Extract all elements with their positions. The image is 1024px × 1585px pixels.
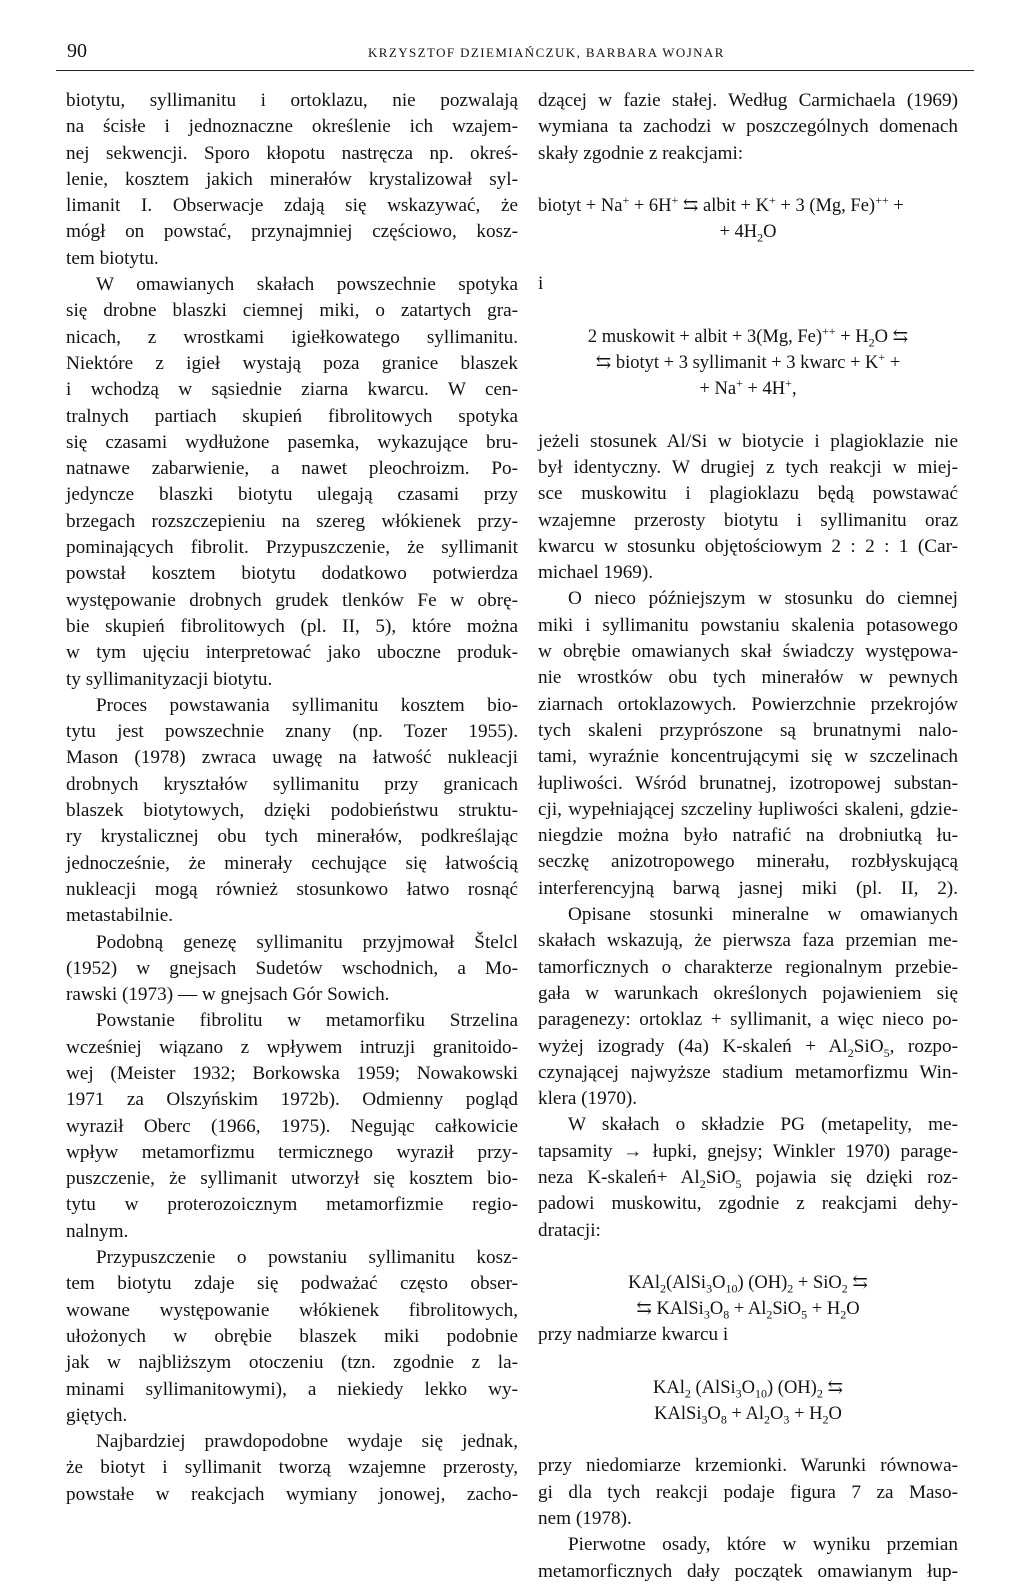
text-line: rawski (1973) — w gnejsach Gór Sowich. [66,984,390,1006]
text-line: 1971 za Olszyńskim 1972b). Odmienny pogląd [66,1089,518,1111]
text-line: ułożonych w obrębie blaszek miki podobnie [66,1325,518,1347]
text-line: tamorficznych o charakterze regionalnym przebie- [538,956,958,978]
text-line: ziarnach ortoklazowych. Powierzchnie przekrojów [538,693,958,715]
page-number: 90 [67,40,87,62]
text-line: pominających fibrolit. Przypuszczenie, że syllimanit [66,537,518,559]
text-line: Mason (1978) zwraca uwagę na łatwość nukleacji [66,747,518,769]
text-line: metamorficznych dały początek omawianym łup- [538,1560,958,1582]
text-line: lenie, kosztem jakich minerałów krystalizował syl- [66,168,518,190]
text-line: tem biotytu. [66,247,159,269]
text-line: nej sekwencji. Sporo kłopotu nastręcza np. okreś- [66,142,518,164]
text-line: blaszek biotytowych, dzięki podobieństwu struktu- [66,800,518,822]
text-line: tapsamity → łupki, gnejsy; Winkler 1970) parage- [538,1140,958,1162]
text-line: na ścisłe i jednoznaczne określenie ich wzajem- [66,116,518,138]
text-line: Pierwotne osady, które w wyniku przemian [568,1534,958,1556]
text-line: powstałe w reakcjach wymiany jonowej, zacho- [66,1483,518,1505]
text-line: tytu w proterozoicznym metamorfizmie regio- [66,1194,518,1216]
line-spacer [538,298,958,324]
text-line: Podobną genezę syllimanitu przyjmował Štelcl [96,931,518,953]
text-line: wymiana ta zachodzi w poszczególnych domenach [538,116,958,138]
text-line: wcześniej wiązano z wpływem intruzji granitoido- [66,1036,518,1058]
line-spacer [538,245,958,271]
text-line: wowane występowanie włókienek fibrolitowych, [66,1299,518,1321]
text-line: metastabilnie. [66,905,174,927]
text-line: się czasami wydłużone pasemka, wykazujące bru- [66,431,518,453]
text-line: wzajemne przerosty biotytu i syllimanitu oraz [538,509,958,531]
text-line: powstał kosztem biotytu dodatkowo potwierdza [66,563,518,585]
text-line: niegdzie można było natrafić na drobniutką łu- [538,825,958,847]
text-line: O nieco późniejszym w stosunku do ciemnej [568,588,958,610]
text-line: i [538,273,544,295]
text-line: miki i syllimanitu powstaniu skalenia potasowego [538,614,958,636]
text-line: biotytu, syllimanitu i ortoklazu, nie pozwalają [66,90,518,111]
line-spacer [538,1349,958,1375]
text-line: Najbardziej prawdopodobne wydaje się jednak, [96,1431,518,1453]
text-line: brzegach rozszczepieniu na szereg włókienek przy- [66,510,518,532]
text-line: i wchodzą w sąsiednie ziarna kwarcu. W cen- [66,379,518,401]
text-line: bie skupień fibrolitowych (pl. II, 5), które można [66,615,518,637]
text-line: ty syllimanityzacji biotytu. [66,668,273,690]
text-line: nie wrostków obu tych minerałów w pewnych [538,667,958,689]
text-line: że biotyt i syllimanit tworzą wzajemne przerosty, [66,1457,518,1479]
page-header [56,40,974,71]
text-line: interferencyjną barwą jasnej miki (pl. II, 2). [538,877,958,899]
text-line: kwarcu w stosunku objętościowym 2 : 2 : 1 (Car- [538,535,958,557]
text-line: jak w najbliższym otoczeniu (tzn. zgodnie z la- [66,1352,518,1374]
text-line: przy nadmiarze kwarcu i [538,1324,729,1346]
right-column [538,88,958,1585]
text-line: nem (1978). [538,1507,632,1529]
text-line: dzącej w fazie stałej. Według Carmichaela (1969) [538,90,958,111]
text-line: sce muskowitu i plagioklazu będą powstawać [538,483,958,505]
text-line: Opisane stosunki mineralne w omawianych [568,904,958,926]
text-line: tralnych partiach skupień fibrolitowych spotyka [66,405,518,427]
text-line: padowi muskowitu, zgodnie z reakcjami dehy- [538,1193,958,1215]
text-line: ry krystalicznej obu tych minerałów, podkreślając [66,826,518,848]
text-line: Przypuszczenie o powstaniu syllimanitu kosz- [96,1247,518,1269]
equation-line: $KAlSi_3O_8 + Al_2O_3 + H_2O$ [654,1404,842,1427]
text-line: drobnych kryształów syllimanitu przy granicach [66,773,518,795]
line-spacer [538,167,958,193]
text-line: wpływ metamorfizmu termicznego wyraził przy- [66,1141,518,1163]
text-line: Proces powstawania syllimanitu kosztem bio- [96,694,518,716]
text-line: dratacji: [538,1219,601,1241]
text-line: limanit I. Obserwacje zdają się wskazywać, że [66,195,518,217]
equation-line: $KAl_2(AlSi_3O_{10}) (OH)_2 + SiO_2$ ⇆ [628,1272,868,1296]
equation-line: + Na+ + 4H+, [699,376,797,400]
text-line: tych skaleni przyprószone są brunatnymi nalo- [538,719,958,741]
text-line: michael 1969). [538,562,654,584]
text-line: przy niedomiarze krzemionki. Warunki równowa- [538,1455,958,1477]
equation-line: ⇆ $KAlSi_3O_8 + Al_2SiO_5 + H_2O$ [636,1299,860,1322]
text-line: tami, wyraźnie koncentrującymi się w szczelinach [538,746,958,768]
text-line: mógł on powstać, przynajmniej częściowo, kosz- [66,221,518,243]
text-line: puszczenie, że syllimanit utworzył się kosztem bio- [66,1168,518,1190]
text-line: jeżeli stosunek Al/Si w biotycie i plagioklazie nie [538,430,958,452]
equation-line: neza K-skaleń+ $Al_2SiO_5$ pojawia się dzięki roz- [538,1166,959,1191]
text-line: cji, wypełniającej szczeliny łupliwości skaleni, gdzie- [538,798,958,820]
left-column [66,88,518,1508]
text-line: nalnym. [66,1220,129,1242]
running-head: KRZYSZTOF DZIEMIAŃCZUK, BARBARA WOJNAR [368,45,725,60]
text-line: wyraził Oberc (1966, 1975). Negując całkowicie [66,1115,518,1137]
text-line: W omawianych skałach powszechnie spotyka [96,274,518,296]
text-line: nicach, z wrostkami igiełkowatego syllimanitu. [66,326,518,348]
text-line: skały zgodnie z reakcjami: [538,142,744,164]
equation-line: biotyt + Na+ + 6H+ ⇆ albit + K+ + 3 (Mg, Fe)++ + [538,192,904,216]
text-line: skałach wskazują, że pierwsza faza przemian me- [538,930,958,952]
text-line: Powstanie fibrolitu w metamorfiku Strzelina [96,1010,518,1032]
text-line: gała w warunkach określonych pojawieniem się [538,982,958,1004]
text-line: natnawe zabarwienie, a nawet pleochroizm. Po- [66,458,518,480]
text-line: gi dla tych reakcji podaje figura 7 za Maso- [538,1481,958,1503]
text-line: (1952) w gnejsach Sudetów wschodnich, a Mo- [66,957,518,979]
line-spacer [538,1244,958,1270]
text-line: występowanie drobnych grudek tlenków Fe w obrę- [66,589,518,611]
text-line: wej (Meister 1932; Borkowska 1959; Nowakowski [66,1062,518,1084]
text-line: czynającej najwyższe stadium metamorfizmu Win- [538,1061,958,1083]
text-line: łupliwości. Wśród brunatnej, izotropowej substan- [538,772,958,794]
text-line: w tym ujęciu interpretować jako uboczne produk- [66,642,518,664]
text-line: giętych. [66,1404,128,1426]
text-line: paragenezy: ortoklaz + syllimanit, a więc nieco po- [538,1009,958,1031]
text-line: w obrębie omawianych skał świadczy występowa- [538,641,958,663]
equation-line: + $4H_2O$ [719,222,777,245]
equation-line: 2 muskowit + albit + 3(Mg, $Fe)^{++} + H_2O$ ⇆ [587,323,909,350]
text-line: tem biotytu zdaje się podważać często obser- [66,1273,518,1295]
text-line: jedyncze blaszki biotytu ulegają czasami przy [66,484,518,506]
text-line: W skałach o składzie PG (metapelity, me- [568,1114,958,1136]
text-line: nukleacji mogą również stosunkowo łatwo rosnąć [66,878,518,900]
line-spacer [538,403,958,429]
equation-line: ⇆ biotyt + 3 syllimanit + 3 kwarc + K+ + [595,349,901,374]
text-line: jednocześnie, że minerały cechujące się łatwością [66,852,518,874]
text-line: Niektóre z igieł wystają poza granice blaszek [66,352,518,374]
text-line: był identyczny. W drugiej z tych reakcji w miej- [538,456,958,478]
text-line: minami syllimanitowymi), a niekiedy lekko wy- [66,1378,518,1400]
equation-line: KAl$_2$ $(AlSi_3O_{10})$ $(OH)_2$ ⇆ [653,1377,843,1401]
text-line: się drobne blaszki ciemnej miki, o zatartych gra- [66,300,518,322]
equation-line: wyżej izogrady (4a) K-skaleń + $Al_2SiO_5$, rozpo- [538,1035,959,1060]
text-line: klera (1970). [538,1088,638,1110]
text-line: seczkę anizotropowego minerału, rozbłyskującą [538,851,958,873]
text-line: tytu jest powszechnie znany (np. Tozer 1955). [66,721,518,743]
line-spacer [538,1427,958,1453]
